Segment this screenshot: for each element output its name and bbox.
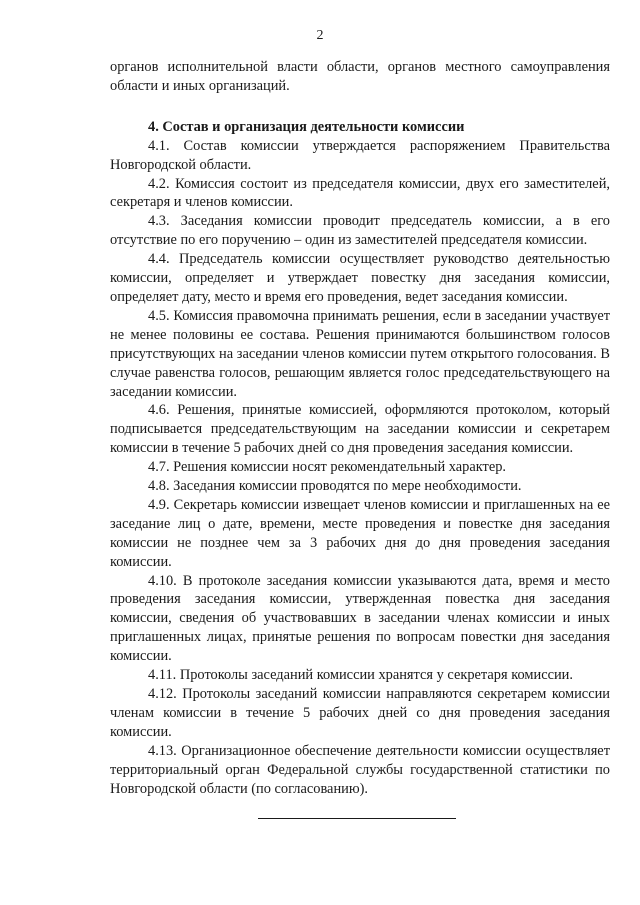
- paragraph-4-10: 4.10. В протоколе заседания комиссии указываются дата, время и место проведения заседания комиссии, утвержденная повестка дня заседания комиссии, сведения об участвовавших в заседании членах комиссии и иных приглашенных лицах, принятые решения по вопросам повестки дня заседания комиссии.: [110, 572, 610, 665]
- document-body: [110, 58, 610, 798]
- paragraph-4-3: 4.3. Заседания комиссии проводит председатель комиссии, а в его отсутствие по его поручению – один из заместителей председателя комиссии.: [110, 213, 610, 249]
- paragraph-4-2: 4.2. Комиссия состоит из председателя комиссии, двух его заместителей, секретаря и членов комиссии.: [110, 175, 610, 211]
- end-divider-line: [258, 818, 456, 819]
- paragraph-4-13: 4.13. Организационное обеспечение деятельности комиссии осуществляет территориальный орган Федеральной службы государственной статистики по Новгородской области (по согласованию).: [110, 742, 610, 797]
- paragraph-4-4: 4.4. Председатель комиссии осуществляет руководство деятельностью комиссии, определяет и утверждает повестку дня заседания комиссии, определяет дату, место и время его проведения, ведет заседания комиссии.: [110, 251, 610, 305]
- paragraph-4-12: 4.12. Протоколы заседаний комиссии направляются секретарем комиссии членам комиссии в течение 5 рабочих дней со дня проведения заседания комиссии.: [110, 686, 610, 740]
- paragraph-4-8: 4.8. Заседания комиссии проводятся по мере необходимости.: [148, 478, 522, 495]
- intro-paragraph: органов исполнительной власти области, органов местного самоуправления области и иных организаций.: [110, 59, 610, 94]
- paragraph-4-7: 4.7. Решения комиссии носят рекомендательный характер.: [148, 459, 507, 476]
- paragraph-4-5: 4.5. Комиссия правомочна принимать решения, если в заседании участвует не менее половины ее состава. Решения принимаются большинством голосов присутствующих на заседании членов комиссии путем открытого голосования. В случае равенства голосов, решающим является голос председательствующего на заседании комиссии.: [110, 307, 610, 400]
- paragraph-4-9: 4.9. Секретарь комиссии извещает членов комиссии и приглашенных на ее заседание лиц о дате, времени, месте проведения и повестке дня заседания комиссии не позднее чем за 3 рабочих дня до дня проведения заседания комиссии.: [110, 496, 610, 570]
- section-heading: 4. Состав и организация деятельности комиссии: [148, 118, 465, 135]
- paragraph-4-6: 4.6. Решения, принятые комиссией, оформляются протоколом, который подписывается председательствующим на заседании комиссии и секретарем комиссии в течение 5 рабочих дней со дня проведения заседания комиссии.: [110, 402, 610, 457]
- paragraph-4-1: 4.1. Состав комиссии утверждается распоряжением Правительства Новгородской области.: [110, 137, 610, 173]
- paragraph-4-11: 4.11. Протоколы заседаний комиссии хранятся у секретаря комиссии.: [148, 667, 573, 684]
- page-number: 2: [316, 28, 324, 43]
